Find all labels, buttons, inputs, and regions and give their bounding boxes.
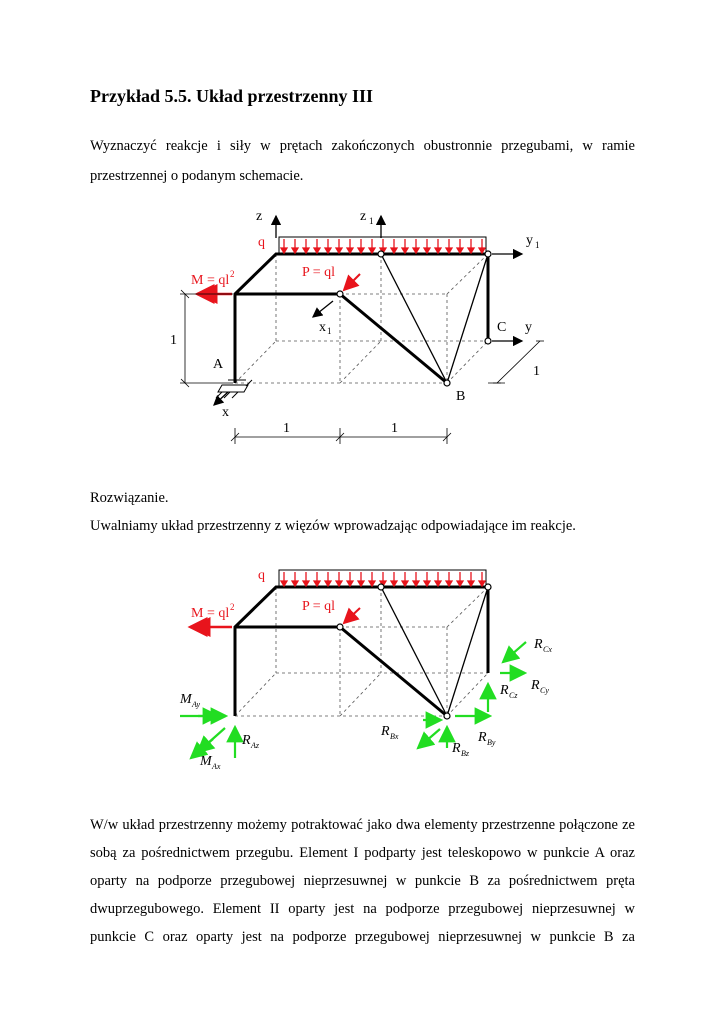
fig2-label-q: q xyxy=(258,568,265,583)
svg-text:M: M xyxy=(200,754,212,769)
load-arrow-head xyxy=(281,581,287,586)
dim-height: 1 xyxy=(170,333,177,348)
label-x1: x xyxy=(319,320,326,335)
load-arrow-head xyxy=(468,581,474,586)
svg-text:R: R xyxy=(242,733,251,748)
load-arrow-head xyxy=(446,581,452,586)
solution-text: Uwalniamy układ przestrzenny z więzów wprowadzając odpowiadające im reakcje. xyxy=(90,518,576,534)
svg-text:Cz: Cz xyxy=(509,691,518,700)
dim-depth: 1 xyxy=(533,364,540,379)
label-z1-sub: 1 xyxy=(369,216,374,226)
label-b: B xyxy=(456,389,466,404)
svg-text:Ay: Ay xyxy=(192,700,200,709)
load-arrow-head xyxy=(325,581,331,586)
label-x: x xyxy=(222,405,229,420)
svg-text:R: R xyxy=(452,741,461,756)
load-arrow-head xyxy=(369,581,375,586)
load-arrow-head xyxy=(457,581,463,586)
label-m-sup: 2 xyxy=(230,269,235,279)
svg-text:Cy: Cy xyxy=(540,686,549,695)
solution-heading: Rozwiązanie. xyxy=(90,490,169,506)
label-y1-sub: 1 xyxy=(535,240,540,250)
load-arrow-head xyxy=(435,581,441,586)
load-arrow-head xyxy=(303,581,309,586)
intro-line-2: przestrzennej o podanym schemacie. xyxy=(90,168,304,184)
label-a: A xyxy=(213,357,224,372)
load-arrow-head xyxy=(424,581,430,586)
label-p: P = ql xyxy=(302,265,336,280)
svg-text:Cx: Cx xyxy=(543,645,552,654)
fig2-label-m: M = ql xyxy=(191,606,230,621)
svg-text:Bx: Bx xyxy=(390,732,399,741)
svg-text:Bz: Bz xyxy=(461,749,469,758)
fig2-label-m-sup: 2 xyxy=(230,602,235,612)
svg-text:By: By xyxy=(487,738,496,747)
label-y1: y xyxy=(526,233,533,248)
discussion-line-3: oparty na podporze przegubowej nieprzesuwnej w punkcie B za pośrednictwem pręta xyxy=(90,873,635,889)
load-arrow-head xyxy=(479,581,485,586)
load-arrow-head xyxy=(314,581,320,586)
label-q: q xyxy=(258,235,265,250)
load-arrow-head xyxy=(336,581,342,586)
svg-text:M: M xyxy=(180,692,192,707)
load-arrow-head xyxy=(413,581,419,586)
label-x1-sub: 1 xyxy=(327,326,332,336)
discussion-line-4: dwuprzegubowego. Element II oparty jest na podporze przegubowej nieprzesuwnej w xyxy=(90,901,635,917)
label-c: C xyxy=(497,320,507,335)
discussion-line-5: punkcie C oraz oparty jest na podporze przegubowej nieprzesuwnej w punkcie B za xyxy=(90,929,635,945)
svg-text:R: R xyxy=(534,637,543,652)
load-arrow-head xyxy=(347,581,353,586)
svg-text:R: R xyxy=(531,678,540,693)
discussion-line-1: W/w układ przestrzenny możemy potraktować jako dwa elementy przestrzenne połączone ze xyxy=(90,817,635,833)
load-arrow-head xyxy=(402,581,408,586)
dim-width-1: 1 xyxy=(283,421,290,436)
label-z1: z xyxy=(360,209,367,224)
label-m: M = ql xyxy=(191,273,230,288)
intro-line-1: Wyznaczyć reakcje i siły w prętach zakończonych obustronnie przegubami, w ramie xyxy=(90,138,635,154)
fig2-label-p: P = ql xyxy=(302,599,336,614)
svg-text:Az: Az xyxy=(251,741,259,750)
discussion-line-2: sobą za pośrednictwem przegubu. Element I podparty jest teleskopowo w punkcie A oraz xyxy=(90,845,635,861)
discussion-paragraph xyxy=(90,817,635,957)
dim-width-2: 1 xyxy=(391,421,398,436)
load-arrow-head xyxy=(358,581,364,586)
load-arrow-head xyxy=(292,581,298,586)
svg-text:R: R xyxy=(381,724,390,739)
label-z: z xyxy=(256,209,263,224)
svg-text:R: R xyxy=(500,683,509,698)
svg-text:R: R xyxy=(478,730,487,745)
load-arrow-head xyxy=(391,581,397,586)
reaction-arrows xyxy=(180,642,526,758)
svg-text:Ax: Ax xyxy=(212,762,221,771)
page-title: Przykład 5.5. Układ przestrzenny III xyxy=(90,86,373,106)
label-y: y xyxy=(525,320,532,335)
